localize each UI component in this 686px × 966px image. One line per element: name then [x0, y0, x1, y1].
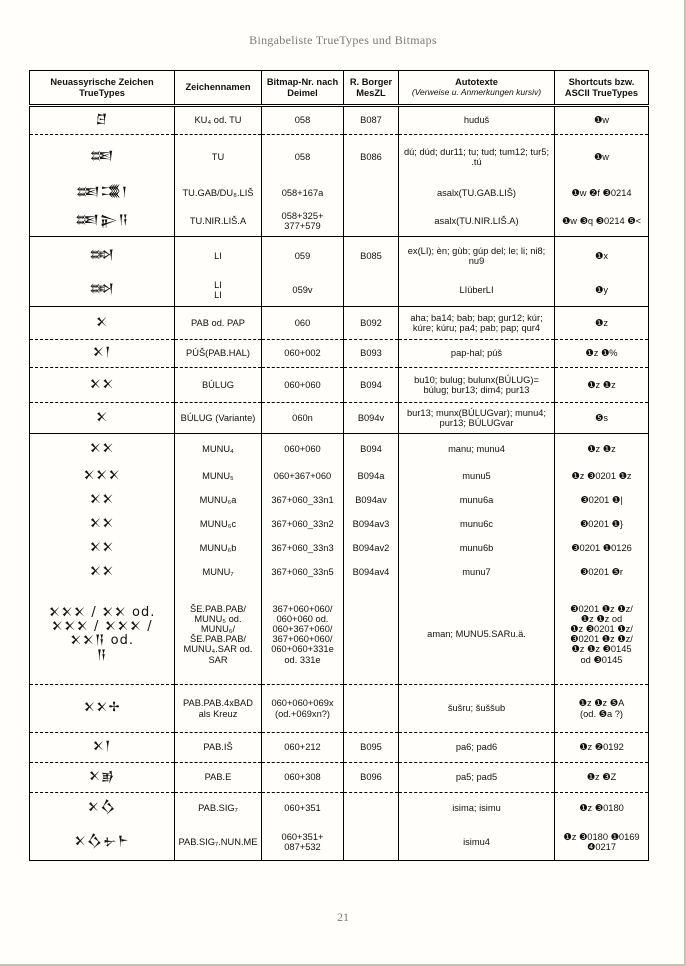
autotext: munu5 — [399, 465, 555, 489]
table-body — [30, 106, 649, 861]
page-number: 21 — [337, 910, 349, 924]
table-row — [30, 537, 649, 561]
sign-name: KU₄ od. TU — [175, 106, 262, 135]
shortcut: ❶z ❸Z — [555, 763, 649, 793]
autotext: huduš — [399, 106, 555, 135]
sign-glyphs: 𒉽𒉽 — [89, 540, 115, 556]
borger-number — [344, 585, 399, 685]
shortcut: ❸0201 ❺r — [555, 561, 649, 585]
borger-number: B094av3 — [344, 513, 399, 537]
sign-name: MUNU₄ — [175, 434, 262, 465]
autotext: dú; dúd; dur11; tu; tud; tum12; tur5; .tú — [399, 135, 555, 180]
sign-glyphs: 𒌅𒉌𒀀 — [75, 213, 129, 229]
shortcut: ❶w ❷f ❸0214 — [555, 180, 649, 207]
sign-name: PAB.SIG₇.NUN.ME — [175, 824, 262, 861]
bitmap-number: 060+060+069x (od.+069xn?) — [262, 685, 344, 733]
sign-glyphs: 𒇷 — [89, 282, 115, 298]
sign-name: BÚLUG (Variante) — [175, 403, 262, 434]
borger-number: B095 — [344, 733, 399, 763]
sign-glyphs: 𒉽𒂊 — [30, 763, 175, 793]
bitmap-number: 060+212 — [262, 733, 344, 763]
table-row — [30, 685, 649, 733]
table-row — [30, 275, 649, 307]
table-row — [30, 180, 649, 207]
table-row — [30, 207, 649, 237]
autotext: ex(LI); èn; gùb; gúp del; le; li; ni8; nu9 — [399, 237, 555, 275]
shortcut: ❶z ❶z ❺A (od. ❺a ?) — [555, 685, 649, 733]
table-row — [30, 403, 649, 434]
bitmap-number: 060+367+060 — [262, 465, 344, 489]
autotext: asalx(TU.NIR.LIŠ.A) — [399, 207, 555, 237]
sign-name: PÚŠ(PAB.HAL) — [175, 340, 262, 368]
sign-name: MUNU₆b — [175, 537, 262, 561]
bitmap-number: 367+060_33n2 — [262, 513, 344, 537]
shortcut: ❶x — [555, 237, 649, 275]
sign-name: LI LI — [175, 275, 262, 307]
sign-glyphs: 𒉽𒁹 — [30, 340, 175, 368]
shortcut: ❶y — [555, 275, 649, 307]
borger-number — [344, 685, 399, 733]
sign-name: BÚLUG — [175, 368, 262, 403]
borger-number: B094v — [344, 403, 399, 434]
table-row — [30, 585, 649, 685]
bitmap-number: 059 — [262, 237, 344, 275]
sign-glyphs: 𒉽𒉽 — [30, 368, 175, 403]
col-header-bitmap: Bitmap-Nr. nach Deimel — [262, 71, 344, 106]
sign-glyphs: 𒆪 — [30, 106, 175, 135]
autotext: isima; isimu — [399, 793, 555, 824]
autotext: isimu4 — [399, 824, 555, 861]
shortcut: ❸0201 ❶| — [555, 489, 649, 513]
shortcut: ❶z ❸0201 ❶z — [555, 465, 649, 489]
sign-name: TU.GAB/DU₈.LIŠ — [175, 180, 262, 207]
sign-name: MUNU₆a — [175, 489, 262, 513]
shortcut: ❺s — [555, 403, 649, 434]
bitmap-number: 060+351 — [262, 793, 344, 824]
shortcut: ❶z ❶z — [555, 368, 649, 403]
shortcut: ❶w — [555, 135, 649, 180]
col-header-signs: Neuassyrische Zeichen TrueTypes — [30, 71, 175, 106]
table-header-row — [30, 71, 649, 106]
borger-number: B094a — [344, 465, 399, 489]
borger-number: B096 — [344, 763, 399, 793]
sign-glyphs: 𒉽𒉽 — [89, 492, 115, 508]
table-row — [30, 763, 649, 793]
sign-name: LI — [175, 237, 262, 275]
shortcut: ❸0201 ❶} — [555, 513, 649, 537]
sign-name: PAB.SIG₇ — [175, 793, 262, 824]
sign-glyphs: 𒌅𒃮𒁹 — [75, 184, 129, 200]
bitmap-number: 367+060_33n5 — [262, 561, 344, 585]
autotext: munu6b — [399, 537, 555, 561]
bitmap-number: 367+060+060/ 060+060 od. 060+367+060/ 367+060+060/ 060+060+331e od. 331e — [262, 585, 344, 685]
sign-glyphs: 𒉽𒉽𒉽 / 𒉽𒉽 od. 𒉽𒉽𒉽 / 𒉽𒉽𒉽 / 𒉽𒉽𒀀 od. 𒀀 — [48, 604, 156, 663]
table-row — [30, 489, 649, 513]
table-row — [30, 135, 649, 180]
table-row — [30, 340, 649, 368]
autotext: pa6; pad6 — [399, 733, 555, 763]
borger-number: B087 — [344, 106, 399, 135]
col-header-names: Zeichennamen — [175, 71, 262, 106]
autotext: pap-hal; púš — [399, 340, 555, 368]
table-row — [30, 824, 649, 861]
autotexts-note: (Verweise u. Anmerkungen kursiv) — [411, 87, 542, 98]
sign-name: TU.NIR.LIŠ.A — [175, 207, 262, 237]
borger-number — [344, 207, 399, 237]
sign-glyphs: 𒉽𒉽 — [30, 434, 175, 465]
borger-number: B093 — [344, 340, 399, 368]
autotext: munu7 — [399, 561, 555, 585]
borger-number — [344, 275, 399, 307]
bitmap-number: 367+060_33n1 — [262, 489, 344, 513]
shortcut: ❶z ❶% — [555, 340, 649, 368]
sign-name: PAB.E — [175, 763, 262, 793]
table-row — [30, 368, 649, 403]
shortcut: ❶z ❸0180 — [555, 793, 649, 824]
autotext: manu; munu4 — [399, 434, 555, 465]
sign-glyphs: 𒉽𒉽 — [89, 516, 115, 532]
sign-glyphs: 𒉽𒁹 — [30, 733, 175, 763]
bitmap-number: 058 — [262, 135, 344, 180]
sign-glyphs: 𒉽 — [30, 307, 175, 340]
borger-number: B094av4 — [344, 561, 399, 585]
autotext: asalx(TU.GAB.LIŠ) — [399, 180, 555, 207]
borger-number — [344, 824, 399, 861]
sign-glyphs: 𒉽𒋝 — [30, 793, 175, 824]
table-row — [30, 793, 649, 824]
autotext: šušru; šuššub — [399, 685, 555, 733]
shortcut: ❶w — [555, 106, 649, 135]
sign-glyphs: 𒌅 — [30, 135, 175, 180]
shortcut: ❶z ❸0180 ❶0169 ❹0217 — [555, 824, 649, 861]
autotext: munu6c — [399, 513, 555, 537]
sign-glyphs: 𒉽𒉽✢ — [30, 685, 175, 733]
autotext: pa5; pad5 — [399, 763, 555, 793]
sign-name: TU — [175, 135, 262, 180]
borger-number: B086 — [344, 135, 399, 180]
autotext: bur13; munx(BÚLUGvar); munu4; pur13; BÚLUGvar — [399, 403, 555, 434]
shortcut: ❸0201 ❶0126 — [555, 537, 649, 561]
table-row — [30, 733, 649, 763]
sign-glyphs: 𒉽𒋝𒉡𒈨 — [74, 833, 130, 849]
bitmap-number: 060+308 — [262, 763, 344, 793]
borger-number: B094 — [344, 434, 399, 465]
autotext: LIüberLI — [399, 275, 555, 307]
autotext: munu6a — [399, 489, 555, 513]
borger-number: B094av2 — [344, 537, 399, 561]
input-list-table — [29, 70, 649, 861]
bitmap-number: 060+351+ 087+532 — [262, 824, 344, 861]
autotexts-title: Autotexte — [455, 77, 498, 88]
shortcut: ❸0201 ❶z ❶z/ ❶z ❶z od ❶z ❸0201 ❶z/ ❸0201 ❶z ❶z/ ❶z ❶z ❸0145 od ❸0145 — [555, 585, 649, 685]
borger-number: B094 — [344, 368, 399, 403]
bitmap-number: 058 — [262, 106, 344, 135]
shortcut: ❶w ❸q ❸0214 ❺< — [555, 207, 649, 237]
bitmap-number: 060 — [262, 307, 344, 340]
col-header-autotexts — [399, 71, 555, 106]
sign-name: PAB.IŠ — [175, 733, 262, 763]
shortcut: ❶z ❷0192 — [555, 733, 649, 763]
borger-number: B094av — [344, 489, 399, 513]
table-row — [30, 434, 649, 465]
sign-glyphs: 𒉽𒉽𒉽 — [83, 468, 121, 484]
table-row — [30, 561, 649, 585]
borger-number: B085 — [344, 237, 399, 275]
autotext: aman; MUNU5.SARu.ä. — [399, 585, 555, 685]
sign-name: ŠE.PAB.PAB/ MUNU₅ od. MUNU₆/ ŠE.PAB.PAB/ MUNU₄.SAR od. SAR — [175, 585, 262, 685]
autotext: bu10; bulug; bulunx(BÚLUG)= búlug; bur13; dim4; pur13 — [399, 368, 555, 403]
shortcut: ❶z ❶z — [555, 434, 649, 465]
bitmap-number: 058+325+ 377+579 — [262, 207, 344, 237]
borger-number — [344, 180, 399, 207]
sign-glyphs: 𒇷 — [30, 237, 175, 275]
sign-glyphs: 𒉽𒉽 — [89, 564, 115, 580]
table-row — [30, 237, 649, 275]
bitmap-number: 367+060_33n3 — [262, 537, 344, 561]
bitmap-number: 060n — [262, 403, 344, 434]
table-row — [30, 513, 649, 537]
borger-number: B092 — [344, 307, 399, 340]
sign-name: MUNU₅ — [175, 465, 262, 489]
bitmap-number: 060+060 — [262, 434, 344, 465]
bitmap-number: 058+167a — [262, 180, 344, 207]
col-header-borger: R. Borger MesZL — [344, 71, 399, 106]
table-row — [30, 465, 649, 489]
autotext: aha; ba14; bab; bap; gur12; kúr; kúre; kúru; pa4; pab; pap; qur4 — [399, 307, 555, 340]
bitmap-number: 059v — [262, 275, 344, 307]
bitmap-number: 060+002 — [262, 340, 344, 368]
col-header-shortcuts: Shortcuts bzw. ASCII TrueTypes — [555, 71, 649, 106]
page-header: Bingabeliste TrueTypes und Bitmaps — [249, 33, 437, 47]
bitmap-number: 060+060 — [262, 368, 344, 403]
sign-name: MUNU₇ — [175, 561, 262, 585]
table-row — [30, 307, 649, 340]
table-row — [30, 106, 649, 135]
sign-name: MUNU₆c — [175, 513, 262, 537]
borger-number — [344, 793, 399, 824]
sign-glyphs: 𒉽 — [30, 403, 175, 434]
sign-name: PAB.PAB.4xBAD als Kreuz — [175, 685, 262, 733]
sign-name: PAB od. PAP — [175, 307, 262, 340]
shortcut: ❶z — [555, 307, 649, 340]
